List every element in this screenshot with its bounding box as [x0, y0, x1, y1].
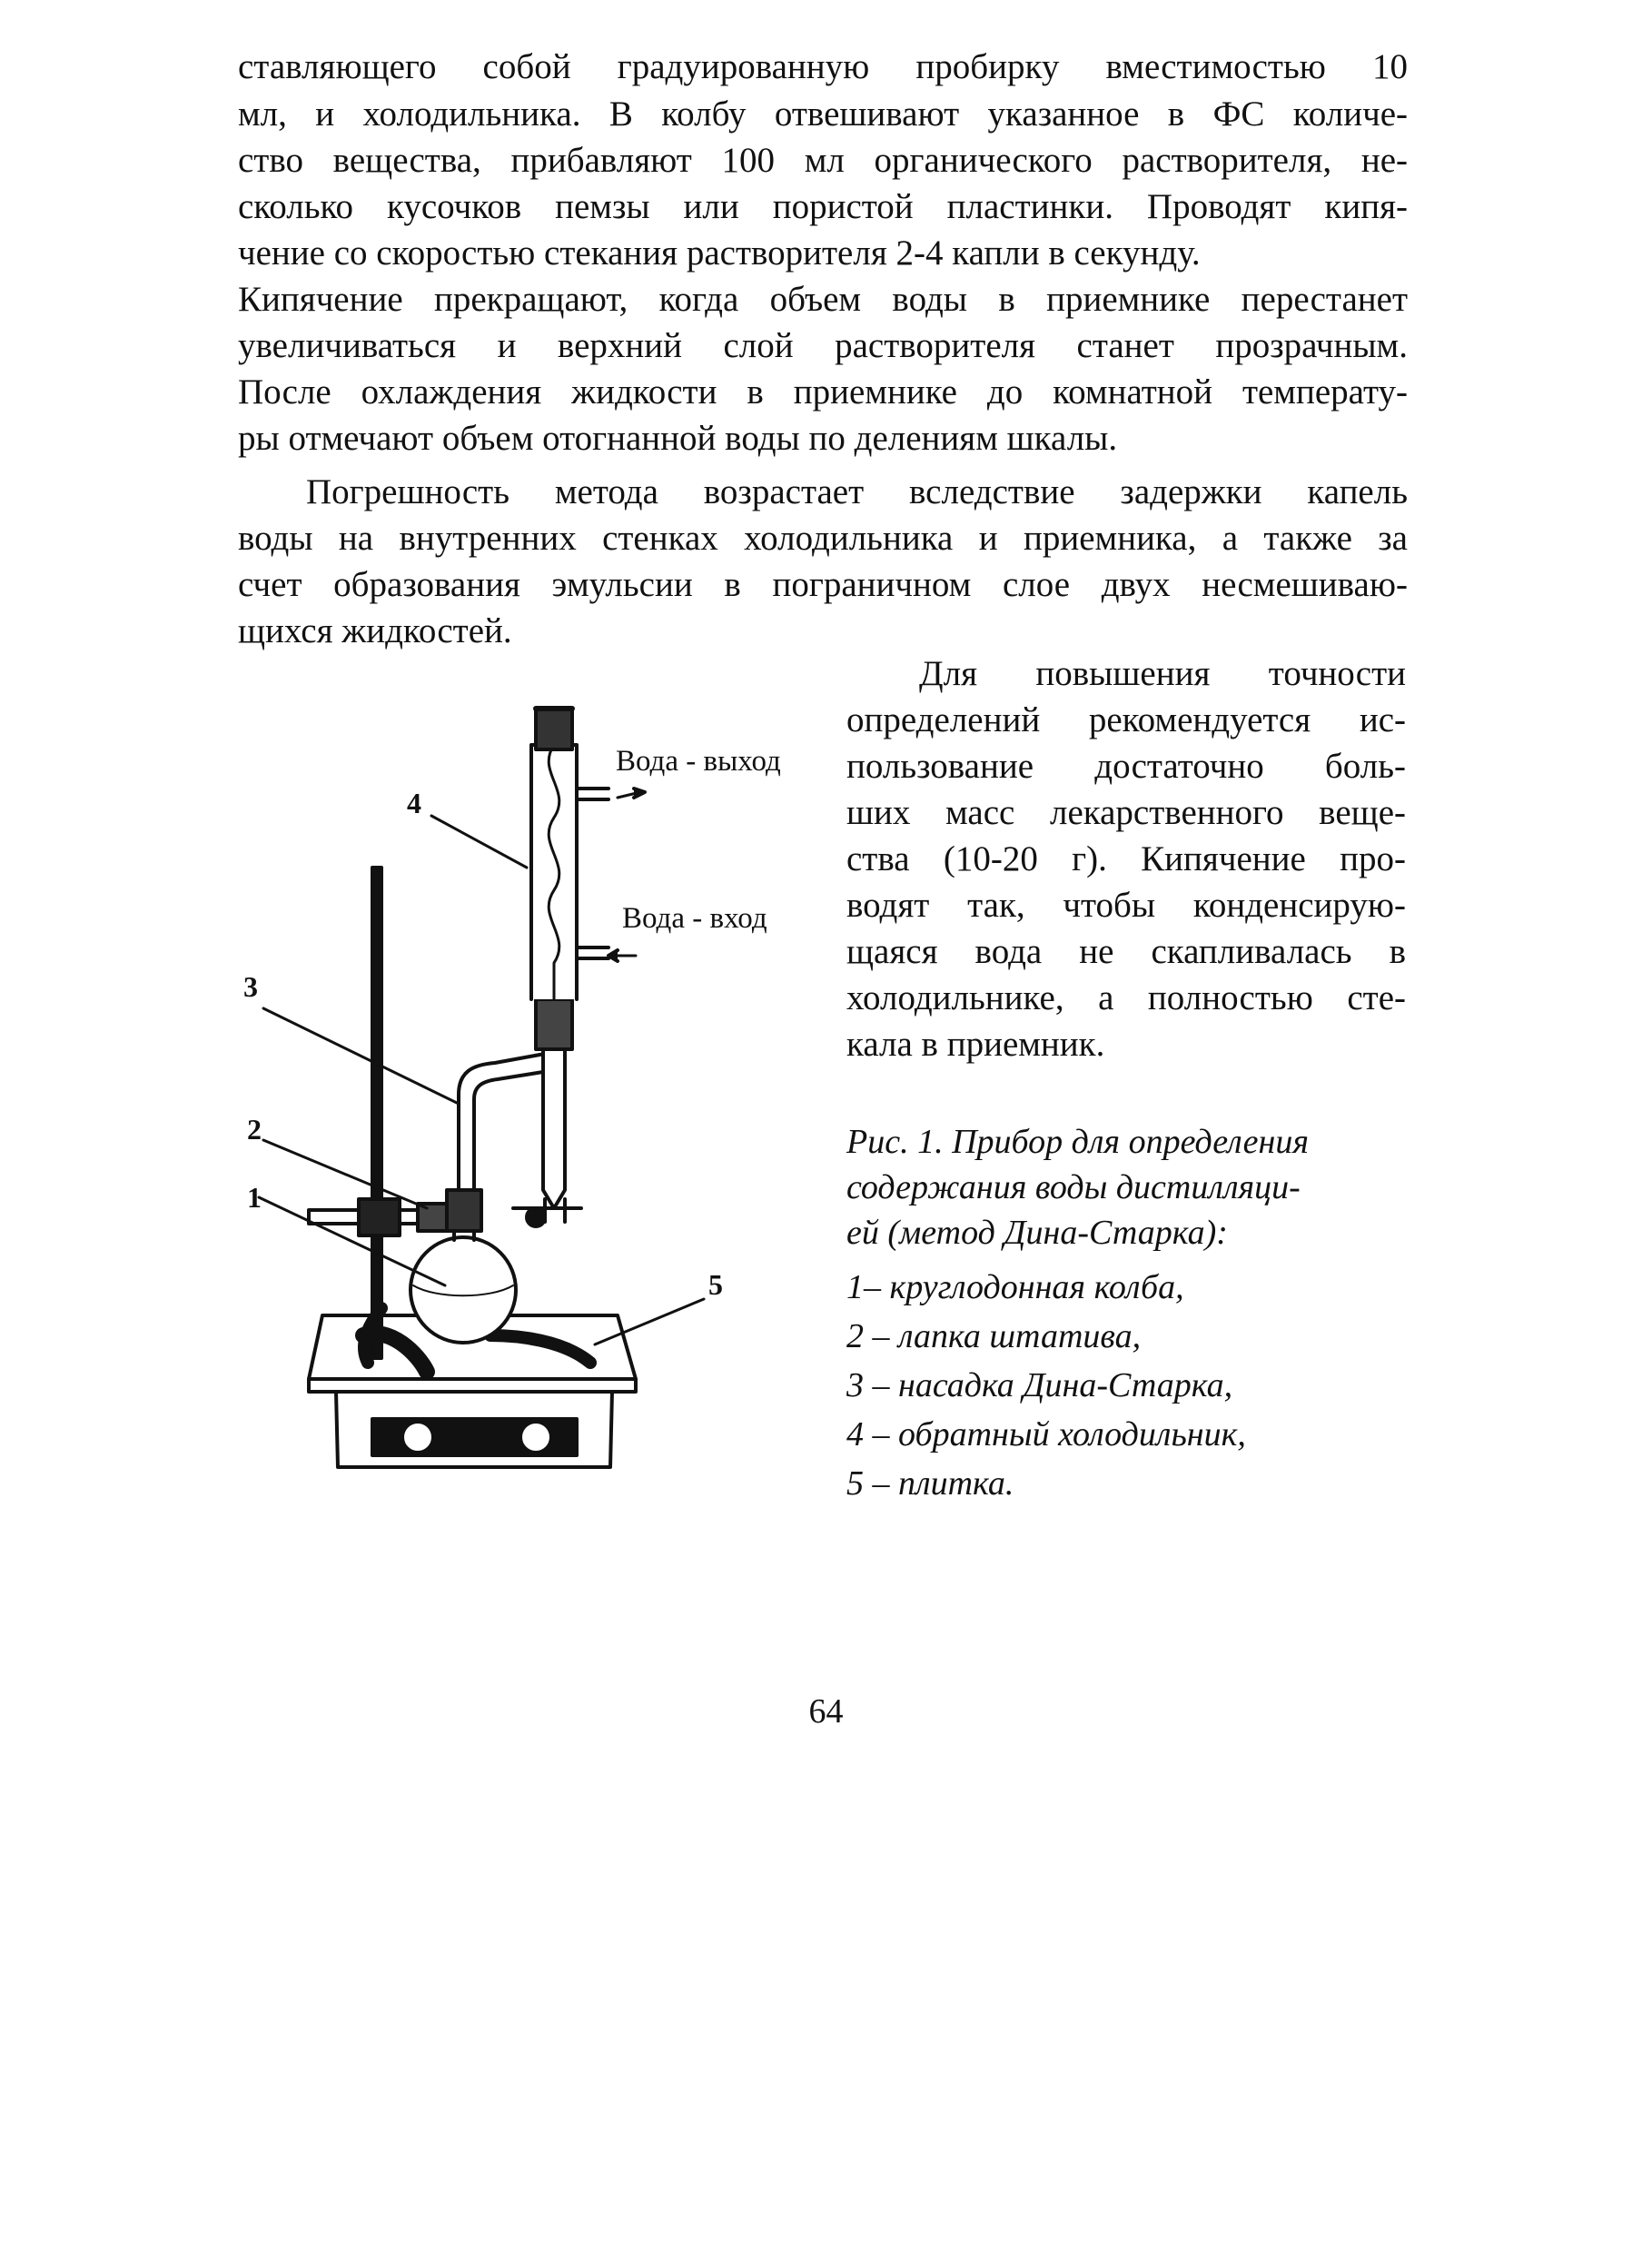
text-line: холодильнике, а полностью сте- — [846, 978, 1406, 1017]
number-5: 5 — [708, 1268, 723, 1301]
text-line: водят так, чтобы конденсирую- — [846, 886, 1406, 925]
number-4: 4 — [407, 787, 421, 819]
text-line: Погрешность метода возрастает вследствие задержки капель — [306, 472, 1408, 511]
text-line: сколько кусочков пемзы или пористой пластинки. Проводят кипя- — [238, 187, 1408, 226]
caption-item: 1– круглодонная колба, — [846, 1268, 1184, 1306]
page-number: 64 — [808, 1692, 844, 1731]
text-line: увеличиваться и верхний слой растворителя станет прозрачным. — [238, 326, 1408, 365]
text-line: После охлаждения жидкости в приемнике до комнатной температу- — [238, 372, 1408, 412]
caption-line: содержания воды дистилляци- — [846, 1168, 1301, 1206]
water-in-label: Вода - вход — [622, 902, 767, 935]
number-2: 2 — [247, 1113, 262, 1146]
text-line: счет образования эмульсии в пограничном слое двух несмешиваю- — [238, 565, 1408, 604]
text-line: кала в приемник. — [846, 1025, 1105, 1064]
caption-item: 2 – лапка штатива, — [846, 1317, 1142, 1355]
number-1: 1 — [247, 1181, 262, 1214]
leader-line-4 — [431, 816, 527, 868]
text-line: ших масс лекарственного веще- — [846, 793, 1406, 832]
text-line: мл, и холодильника. В колбу отвешивают указанное в ФС количе- — [238, 94, 1408, 134]
leader-line-2 — [263, 1140, 427, 1208]
text-line: щихся жидкостей. — [238, 611, 512, 650]
stand-rod — [372, 868, 381, 1358]
caption-line: Рис. 1. Прибор для определения — [846, 1123, 1310, 1161]
leader-line-3 — [263, 1008, 459, 1104]
caption-item: 4 – обратный холодильник, — [846, 1415, 1246, 1453]
caption-item: 3 – насадка Дина-Старка, — [846, 1366, 1233, 1404]
text-line: определений рекомендуется ис- — [846, 700, 1406, 739]
leader-line-5 — [595, 1299, 704, 1344]
text-line: ры отмечают объем отогнанной воды по делениям шкалы. — [238, 419, 1118, 458]
text-line: чение со скоростью стекания растворителя 2-4 капли в секунду. — [238, 233, 1201, 273]
text-line: Кипячение прекращают, когда объем воды в приемнике перестанет — [238, 280, 1408, 319]
text-line: ства (10-20 г). Кипячение про- — [846, 839, 1406, 878]
round-bottom-flask — [411, 1237, 516, 1343]
text-line: пользование достаточно боль- — [846, 747, 1406, 786]
caption-line: ей (метод Дина-Старка): — [846, 1214, 1228, 1252]
text-line: Для повышения точности — [919, 654, 1406, 693]
number-3: 3 — [243, 970, 258, 1003]
text-line: ставляющего собой градуированную пробирку вместимостью 10 — [238, 47, 1408, 86]
water-out-label: Вода - выход — [616, 745, 781, 778]
text-line: ство вещества, прибавляют 100 мл органического растворителя, не- — [238, 141, 1408, 180]
caption-item: 5 – плитка. — [846, 1464, 1014, 1503]
text-line: щаяся вода не скапливалась в — [846, 932, 1406, 971]
text-line: воды на внутренних стенках холодильника и приемника, а также за — [238, 519, 1408, 558]
